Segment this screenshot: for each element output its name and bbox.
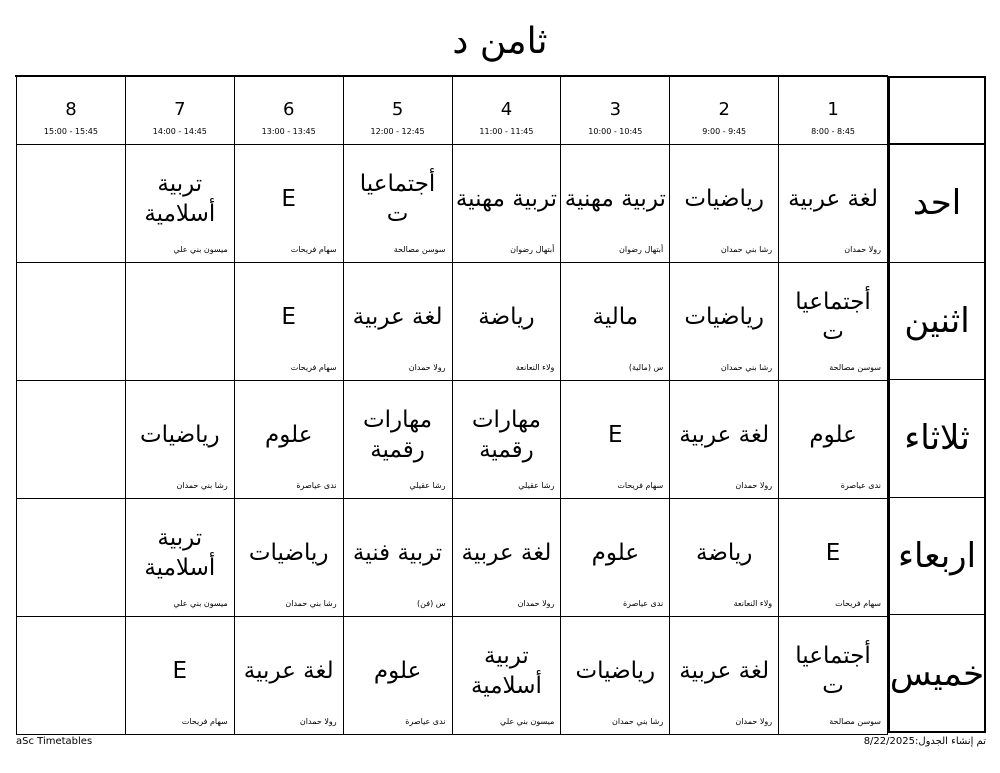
subject-name: أجتماعيا ت [795,289,871,345]
lesson-cell [234,617,343,735]
lesson-cell [779,381,888,499]
subject-name: لغة عربية [461,540,552,566]
period-number: 5 [391,99,404,120]
teacher-name: رولا حمدان [517,599,555,608]
teacher-name: رولا حمدان [735,481,773,490]
subject-name: مهارات رقمية [471,407,541,463]
period-header [234,77,343,145]
teacher-name: رشا بني حمدان [720,363,773,372]
lesson-cell [17,145,126,263]
lesson-cell [670,617,779,735]
footer-app-name: aSc Timetables [16,736,93,747]
lesson-cell [670,263,779,381]
lesson-cell [452,617,561,735]
lesson-cell [343,617,452,735]
teacher-name: ميسون بني علي [500,717,555,726]
lesson-cell [125,145,234,263]
subject-name: لغة عربية [679,658,770,684]
period-header [125,77,234,145]
page-title: ثامن د [452,21,548,62]
lesson-cell [17,617,126,735]
teacher-name: سهام فريحات [181,717,228,726]
period-header [17,77,126,145]
subject-name: لغة عربية [679,422,770,448]
period-number: 8 [65,99,77,120]
subject-name: E [608,422,623,448]
lesson-cell [452,145,561,263]
lesson-cell [234,145,343,263]
lesson-cell [343,145,452,263]
subject-name: رياضيات [139,422,220,448]
lesson-cell [17,499,126,617]
subject-name: مالية [592,304,639,330]
teacher-name: ولاء النعانعة [733,599,773,608]
teacher-name: أبتهال رضوان [510,245,555,254]
lesson-cell [452,381,561,499]
teacher-name: سهام فريحات [835,599,881,608]
period-header [452,77,561,145]
lesson-cell [779,499,888,617]
day-row [17,145,888,263]
teacher-name: سوسن مصالحة [829,717,881,726]
subject-name: أجتماعيا ت [795,643,871,699]
subject-name: علوم [809,422,857,448]
teacher-name: ميسون بني علي [173,599,228,608]
footer-created-date: تم إنشاء الجدول:8/22/2025 [863,736,986,747]
lesson-cell [670,381,779,499]
subject-name: رياضيات [684,304,765,330]
teacher-name: سهام فريحات [617,481,664,490]
subject-name: لغة عربية [352,304,443,330]
subject-name: تربية فنية [352,540,443,566]
period-header-row [17,77,888,145]
subject-name [19,277,123,357]
teacher-name: سوسن مصالحة [829,363,881,372]
period-header [561,77,670,145]
corner-cell [890,78,984,145]
subject-name: أجتماعيا ت [359,171,436,227]
lesson-cell [779,145,888,263]
subject-name [19,395,123,475]
subject-name: تربية مهنية [455,186,558,212]
period-header [670,77,779,145]
subject-name: علوم [591,540,640,566]
period-time: 12:00 - 12:45 [370,127,425,136]
lesson-cell [561,381,670,499]
day-row [17,617,888,735]
period-time: 14:00 - 14:45 [152,127,207,136]
subject-name: لغة عربية [788,186,878,212]
lesson-cell [234,499,343,617]
subject-name [128,277,232,357]
day-label: ثلاثاء [890,380,984,498]
teacher-name: رشا عقيلي [409,481,446,490]
teacher-name: أبتهال رضوان [619,245,664,254]
teacher-name: رشا بني حمدان [611,717,664,726]
lesson-cell [343,499,452,617]
subject-name [19,513,123,593]
period-header [343,77,452,145]
lesson-cell [17,381,126,499]
lesson-cell [234,263,343,381]
day-row [17,499,888,617]
lesson-cell [670,145,779,263]
teacher-name: ندى عياصرة [296,481,337,490]
teacher-name: س (مالية) [628,363,664,372]
timetable-grid [16,76,888,735]
lesson-cell [670,499,779,617]
period-number: 4 [500,99,513,120]
teacher-name: رولا حمدان [735,717,773,726]
lesson-cell [561,499,670,617]
day-label: احد [890,145,984,263]
period-time: 9:00 - 9:45 [702,127,747,136]
subject-name: E [825,540,841,566]
subject-name: E [281,186,296,212]
lesson-cell [779,263,888,381]
teacher-name: رولا حمدان [299,717,337,726]
period-time: 13:00 - 13:45 [261,127,316,136]
subject-name: رياضيات [684,186,765,212]
day-column [887,76,986,733]
teacher-name: ندى عياصرة [405,717,446,726]
subject-name: علوم [264,422,313,448]
subject-name: رياضة [696,540,753,566]
teacher-name: ندى عياصرة [622,599,664,608]
teacher-name: ندى عياصرة [840,481,881,490]
subject-name: تربية مهنية [564,186,666,212]
subject-name: E [281,304,296,330]
day-row [17,381,888,499]
teacher-name: رولا حمدان [844,245,881,254]
subject-name: تربية أسلامية [144,525,216,581]
lesson-cell [125,499,234,617]
lesson-cell [452,263,561,381]
day-label: اربعاء [890,498,984,616]
subject-name: لغة عربية [243,658,334,684]
teacher-name: ميسون بني علي [173,245,228,254]
lesson-cell [561,617,670,735]
subject-name: تربية أسلامية [144,171,216,227]
lesson-cell [17,263,126,381]
day-row [17,263,888,381]
lesson-cell [125,381,234,499]
teacher-name: سوسن مصالحة [393,245,446,254]
period-number: 2 [718,99,730,120]
lesson-cell [125,263,234,381]
teacher-name: سهام فريحات [290,245,337,254]
period-time: 10:00 - 10:45 [588,127,643,136]
subject-name: مهارات رقمية [363,407,433,463]
lesson-cell [343,381,452,499]
teacher-name: رشا عقيلي [518,481,555,490]
subject-name [19,631,123,711]
lesson-cell [561,263,670,381]
teacher-name: رولا حمدان [408,363,446,372]
period-header [779,77,888,145]
teacher-name: رشا بني حمدان [285,599,337,608]
lesson-cell [452,499,561,617]
lesson-cell [234,381,343,499]
teacher-name: ولاء النعانعة [515,363,555,372]
period-number: 3 [609,99,622,120]
period-time: 8:00 - 8:45 [811,127,856,136]
period-time: 15:00 - 15:45 [43,127,98,136]
subject-name: رياضيات [248,540,329,566]
lesson-cell [343,263,452,381]
lesson-cell [779,617,888,735]
teacher-name: سهام فريحات [290,363,337,372]
period-number: 1 [827,99,839,120]
subject-name: علوم [373,658,422,684]
period-time: 11:00 - 11:45 [479,127,534,136]
subject-name: تربية أسلامية [470,643,542,699]
subject-name: E [172,658,188,684]
subject-name: رياضيات [575,658,656,684]
day-label: خميس [889,653,985,694]
teacher-name: س (فن) [417,599,446,608]
subject-name [19,159,123,239]
lesson-cell [561,145,670,263]
teacher-name: رشا بني حمدان [720,245,773,254]
subject-name: رياضة [478,304,535,330]
lesson-cell [125,617,234,735]
period-number: 6 [282,99,295,120]
day-label: اثنين [890,263,984,381]
period-number: 7 [174,99,186,120]
teacher-name: رشا بني حمدان [176,481,228,490]
